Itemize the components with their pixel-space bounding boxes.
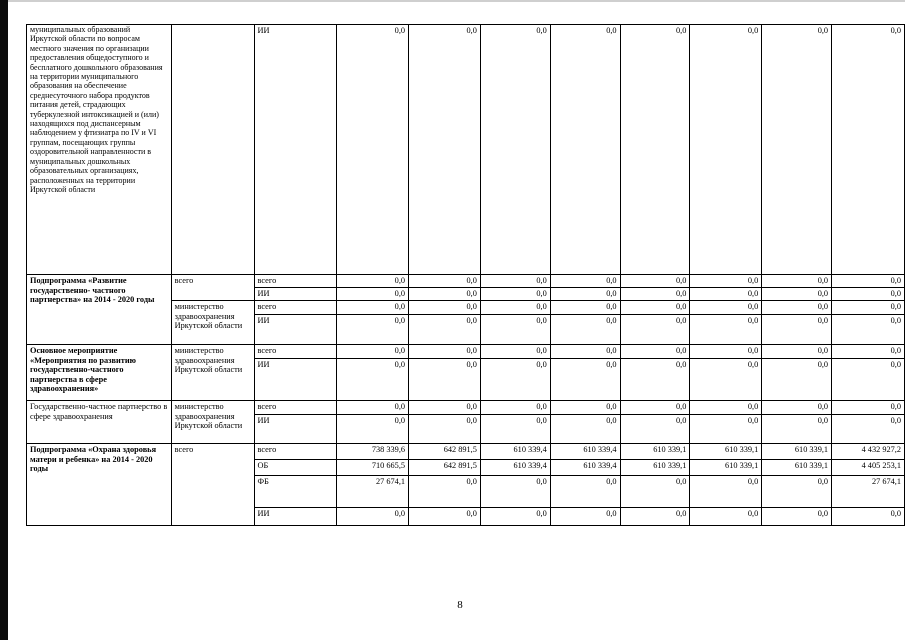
table-row [27, 401, 905, 415]
funding-source-cell: ФБ [254, 476, 337, 508]
value-cell: 0,0 [762, 25, 832, 275]
funding-source-cell: всего [254, 444, 337, 460]
value-cell: 0,0 [337, 415, 409, 444]
value-cell: 0,0 [690, 275, 762, 288]
value-cell: 0,0 [480, 401, 550, 415]
value-cell: 0,0 [480, 275, 550, 288]
value-cell: 0,0 [480, 288, 550, 301]
value-cell: 0,0 [762, 345, 832, 359]
value-cell: 0,0 [550, 275, 620, 288]
value-cell: 0,0 [690, 476, 762, 508]
value-cell: 0,0 [337, 25, 409, 275]
value-cell: 0,0 [762, 415, 832, 444]
value-cell: 0,0 [832, 315, 905, 345]
executor-cell [171, 25, 254, 275]
value-cell: 0,0 [832, 415, 905, 444]
value-cell: 0,0 [762, 401, 832, 415]
value-cell: 0,0 [620, 508, 690, 526]
value-cell: 0,0 [409, 315, 481, 345]
value-cell: 0,0 [337, 345, 409, 359]
value-cell: 0,0 [620, 401, 690, 415]
value-cell: 0,0 [480, 476, 550, 508]
value-cell: 0,0 [550, 301, 620, 315]
value-cell: 0,0 [832, 508, 905, 526]
value-cell: 0,0 [337, 275, 409, 288]
value-cell: 610 339,1 [690, 444, 762, 460]
value-cell: 0,0 [620, 415, 690, 444]
value-cell: 738 339,6 [337, 444, 409, 460]
value-cell: 0,0 [337, 301, 409, 315]
table-row [27, 25, 905, 275]
value-cell: 0,0 [620, 476, 690, 508]
value-cell: 710 665,5 [337, 460, 409, 476]
value-cell: 610 339,4 [480, 444, 550, 460]
value-cell: 0,0 [762, 508, 832, 526]
measure-name-cell: муниципальных образований Иркутской области по вопросам местного значения по организации предоставления общедоступного и бесплатного дошкольного образования на территории муниципального образования на обеспечение среднесуточного набора продуктов питания детей, страдающих туберкулезной интоксикацией и (или) находящихся под диспансерным наблюдением у фтизиатра по IV и VI группам, посещающих группы оздоровительной направленности в муниципальных дошкольных образовательных организациях, расположенных на территории Иркутской области [27, 25, 172, 275]
table-row [27, 444, 905, 460]
scan-top-edge [8, 0, 905, 2]
executor-cell: министерство здравоохранения Иркутской области [171, 401, 254, 444]
value-cell: 0,0 [480, 301, 550, 315]
main-measure-name-cell: Основное мероприятие «Мероприятия по развитию государственно-частного партнерства в сфере здравоохранения» [27, 345, 172, 401]
value-cell: 0,0 [550, 508, 620, 526]
value-cell: 0,0 [762, 315, 832, 345]
value-cell: 0,0 [762, 288, 832, 301]
value-cell: 0,0 [337, 288, 409, 301]
funding-source-cell: всего [254, 345, 337, 359]
value-cell: 0,0 [409, 288, 481, 301]
value-cell: 0,0 [409, 415, 481, 444]
value-cell: 610 339,1 [762, 444, 832, 460]
value-cell: 0,0 [690, 345, 762, 359]
value-cell: 0,0 [337, 401, 409, 415]
value-cell: 0,0 [620, 315, 690, 345]
funding-source-cell: всего [254, 401, 337, 415]
subprogram-name-cell: Подпрограмма «Развитие государственно- частного партнерства» на 2014 - 2020 годы [27, 275, 172, 345]
funding-source-cell: ИИ [254, 315, 337, 345]
value-cell: 0,0 [480, 359, 550, 401]
funding-source-cell: всего [254, 275, 337, 288]
value-cell: 0,0 [409, 25, 481, 275]
value-cell: 0,0 [620, 25, 690, 275]
value-cell: 4 432 927,2 [832, 444, 905, 460]
executor-cell: всего [171, 275, 254, 301]
value-cell: 610 339,4 [550, 444, 620, 460]
value-cell: 0,0 [480, 345, 550, 359]
value-cell: 0,0 [620, 345, 690, 359]
value-cell: 0,0 [550, 288, 620, 301]
value-cell: 0,0 [690, 315, 762, 345]
value-cell: 0,0 [832, 345, 905, 359]
funding-source-cell: ОБ [254, 460, 337, 476]
funding-source-cell: ИИ [254, 415, 337, 444]
funding-source-cell: ИИ [254, 508, 337, 526]
scan-edge-strip [0, 0, 8, 640]
value-cell: 610 339,1 [690, 460, 762, 476]
activity-name-cell: Государственно-частное партнерство в сфере здравоохранения [27, 401, 172, 444]
value-cell: 0,0 [690, 359, 762, 401]
value-cell: 0,0 [409, 275, 481, 288]
value-cell: 0,0 [550, 25, 620, 275]
value-cell: 0,0 [832, 359, 905, 401]
value-cell: 0,0 [409, 359, 481, 401]
value-cell: 610 339,4 [480, 460, 550, 476]
table-row [27, 345, 905, 359]
value-cell: 0,0 [620, 359, 690, 401]
value-cell: 0,0 [337, 508, 409, 526]
page-number: 8 [457, 599, 463, 611]
value-cell: 0,0 [620, 288, 690, 301]
value-cell: 610 339,1 [762, 460, 832, 476]
value-cell: 0,0 [337, 359, 409, 401]
value-cell: 0,0 [550, 476, 620, 508]
value-cell: 4 405 253,1 [832, 460, 905, 476]
value-cell: 0,0 [690, 415, 762, 444]
value-cell: 27 674,1 [337, 476, 409, 508]
value-cell: 0,0 [832, 401, 905, 415]
value-cell: 0,0 [762, 301, 832, 315]
value-cell: 0,0 [337, 315, 409, 345]
funding-source-cell: ИИ [254, 359, 337, 401]
executor-cell: всего [171, 444, 254, 526]
funding-source-cell: ИИ [254, 288, 337, 301]
value-cell: 0,0 [690, 288, 762, 301]
value-cell: 0,0 [690, 25, 762, 275]
value-cell: 0,0 [832, 25, 905, 275]
value-cell: 27 674,1 [832, 476, 905, 508]
value-cell: 0,0 [550, 359, 620, 401]
value-cell: 0,0 [480, 25, 550, 275]
value-cell: 0,0 [832, 288, 905, 301]
value-cell: 0,0 [832, 301, 905, 315]
value-cell: 0,0 [690, 301, 762, 315]
value-cell: 0,0 [620, 275, 690, 288]
value-cell: 0,0 [409, 301, 481, 315]
value-cell: 610 339,4 [550, 460, 620, 476]
value-cell: 0,0 [409, 345, 481, 359]
executor-cell: министерство здравоохранения Иркутской области [171, 301, 254, 345]
value-cell: 0,0 [550, 415, 620, 444]
value-cell: 0,0 [550, 315, 620, 345]
value-cell: 0,0 [690, 401, 762, 415]
value-cell: 0,0 [690, 508, 762, 526]
value-cell: 610 339,1 [620, 460, 690, 476]
value-cell: 0,0 [480, 315, 550, 345]
value-cell: 0,0 [480, 415, 550, 444]
value-cell: 0,0 [409, 476, 481, 508]
value-cell: 0,0 [480, 508, 550, 526]
value-cell: 0,0 [550, 345, 620, 359]
funding-source-cell: всего [254, 301, 337, 315]
budget-table [26, 24, 905, 526]
subprogram-name-cell: Подпрограмма «Охрана здоровья матери и ребенка» на 2014 - 2020 годы [27, 444, 172, 526]
value-cell: 642 891,5 [409, 460, 481, 476]
value-cell: 0,0 [762, 476, 832, 508]
value-cell: 0,0 [550, 401, 620, 415]
value-cell: 0,0 [620, 301, 690, 315]
value-cell: 0,0 [762, 275, 832, 288]
executor-cell: министерство здравоохранения Иркутской области [171, 345, 254, 401]
value-cell: 610 339,1 [620, 444, 690, 460]
table-row [27, 275, 905, 288]
value-cell: 0,0 [832, 275, 905, 288]
value-cell: 0,0 [409, 401, 481, 415]
value-cell: 0,0 [762, 359, 832, 401]
funding-source-cell: ИИ [254, 25, 337, 275]
value-cell: 642 891,5 [409, 444, 481, 460]
value-cell: 0,0 [409, 508, 481, 526]
